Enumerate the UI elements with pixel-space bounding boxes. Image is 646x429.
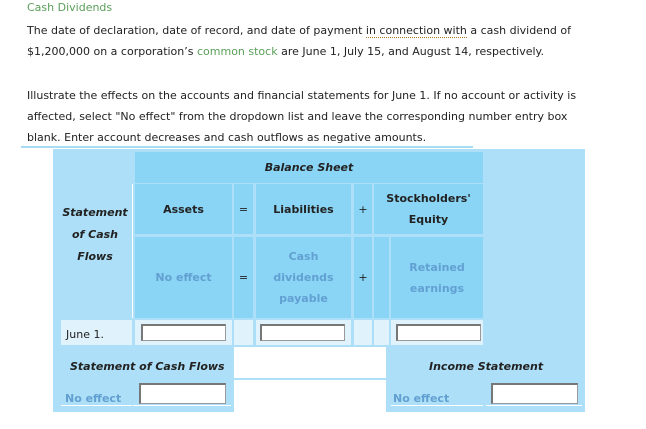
instruction-line: Illustrate the effects on the accounts and financial statements for June 1. If no account or activity is — [27, 89, 577, 102]
underline — [391, 405, 483, 406]
equity-amount-input[interactable] — [396, 324, 481, 341]
liabilities-amount-input[interactable] — [260, 324, 345, 341]
assets-amount-input[interactable] — [141, 324, 226, 341]
text: Retained — [409, 260, 465, 274]
section-title: Cash Dividends — [27, 1, 113, 14]
instruction-line: affected, select "No effect" from the dropdown list and leave the corresponding number entry box — [27, 110, 568, 123]
instruction-line: blank. Enter account decreases and cash outflows as negative amounts. — [27, 131, 427, 144]
glossary-link[interactable]: in connection with — [365, 24, 467, 37]
text: payable — [279, 292, 328, 305]
row-label: June 1. — [66, 328, 104, 341]
liabilities-account-select[interactable] — [256, 237, 351, 318]
income-account-select[interactable]: No effect — [393, 392, 450, 405]
text: of Cash — [71, 228, 119, 241]
text: Stockholders' — [386, 192, 471, 205]
instructions — [27, 85, 627, 148]
plus-sign: + — [354, 184, 372, 234]
cell — [354, 320, 372, 345]
text: Equity — [408, 213, 449, 226]
scf-column-header — [58, 202, 132, 268]
equity-header — [374, 184, 483, 234]
underline — [486, 405, 582, 406]
text: earnings — [409, 281, 465, 295]
scf-amount-input[interactable] — [139, 383, 226, 404]
equity-account-select[interactable] — [391, 237, 483, 318]
plus-sign: + — [354, 237, 372, 318]
assets-header: Assets — [135, 184, 232, 234]
scf-title: Statement of Cash Flows — [70, 360, 225, 373]
cell — [374, 320, 389, 345]
row-label-cell — [61, 320, 132, 345]
text: The date of declaration, date of record, and date of payment — [27, 24, 366, 37]
blank-cell — [234, 347, 386, 378]
income-statement-title: Income Statement — [429, 360, 544, 373]
balance-sheet-header: Balance Sheet — [135, 152, 483, 183]
scf-account-select[interactable]: No effect — [65, 392, 122, 405]
cell — [234, 320, 253, 345]
blank-cell — [234, 380, 386, 412]
equals-sign: = — [234, 184, 253, 234]
text: Statement — [62, 206, 128, 219]
underline — [133, 405, 231, 406]
term-link[interactable]: common stock — [196, 45, 278, 58]
equals-sign: = — [234, 237, 253, 318]
liabilities-header: Liabilities — [256, 184, 351, 234]
text: $1,200,000 on a corporation’s — [27, 45, 197, 58]
assets-account-select[interactable]: No effect — [135, 237, 232, 318]
text: a cash dividend of — [466, 24, 572, 37]
income-amount-input[interactable] — [491, 383, 578, 404]
divider — [21, 146, 473, 148]
text: Cash — [288, 250, 319, 263]
text: are June 1, July 15, and August 14, respectively. — [277, 45, 544, 58]
underline — [61, 405, 132, 406]
spacer-cell — [374, 237, 389, 318]
divider — [132, 184, 133, 318]
text: dividends — [273, 271, 334, 284]
text: Flows — [77, 250, 113, 263]
problem-text — [27, 20, 627, 62]
